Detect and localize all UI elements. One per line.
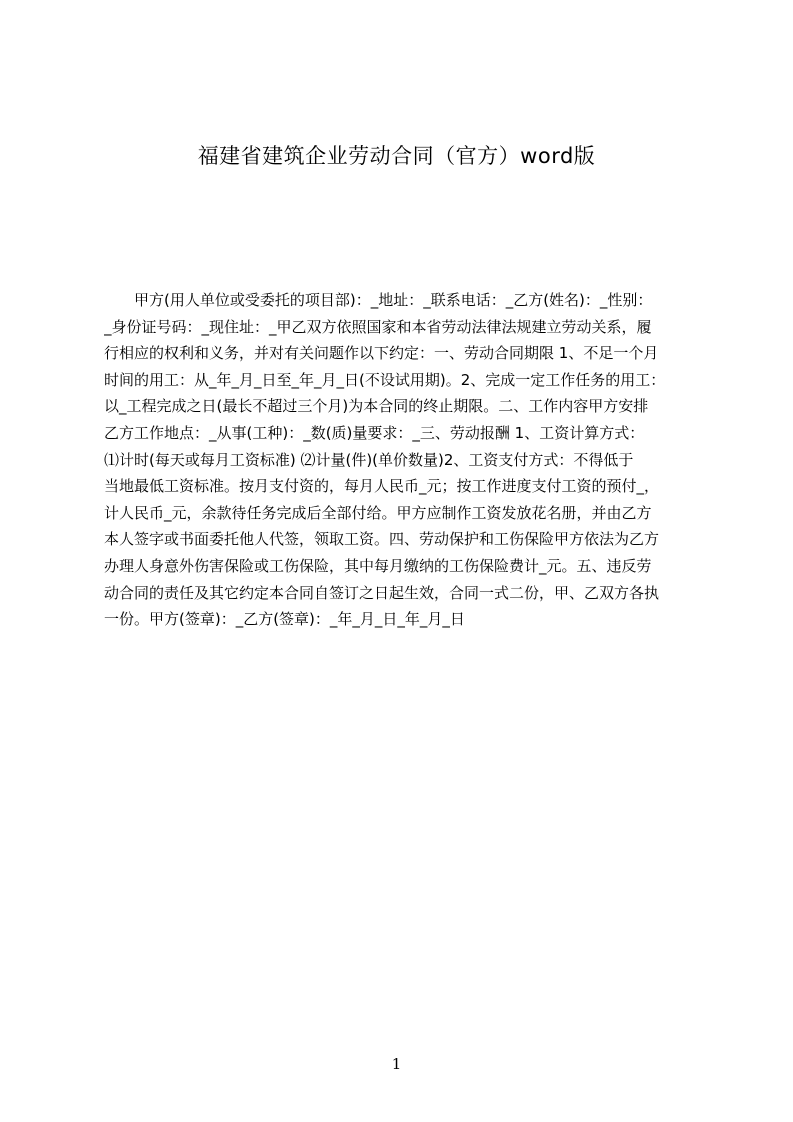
body-line: 行相应的权利和义务，并对有关问题作以下约定：一、劳动合同期限 1、不足一个月 (104, 344, 659, 363)
body-line: 动合同的责任及其它约定本合同自签订之日起生效，合同一式二份，甲、乙双方各执 (104, 583, 660, 602)
body-line: 甲方(用人单位或受委托的项目部)：_地址：_联系电话：_乙方(姓名)：_性别： (104, 291, 653, 309)
body-line: 办理人身意外伤害保险或工伤保险，其中每月缴纳的工伤保险费计_元。五、违反劳 (104, 556, 652, 575)
body-line: 计人民币_元，余款待任务完成后全部付给。甲方应制作工资发放花名册，并由乙方 (104, 503, 652, 522)
body-line: 乙方工作地点：_从事(工种)：_数(质)量要求：_三、劳动报酬 1、工资计算方式： (104, 423, 645, 442)
contract-body (104, 287, 700, 667)
body-line: _身份证号码：_现住址：_甲乙双方依照国家和本省劳动法律法规建立劳动关系，履 (104, 317, 652, 336)
body-line: 本人签字或书面委托他人代签，领取工资。四、劳动保护和工伤保险甲方依法为乙方 (104, 530, 660, 549)
document-title: 福建省建筑企业劳动合同（官方）word版 (197, 144, 596, 168)
body-line: 当地最低工资标准。按月支付资的，每月人民币_元；按工作进度支付工资的预付_， (104, 477, 660, 496)
body-line: 时间的用工：从_年_月_日至_年_月_日(不设试用期)。2、完成一定工作任务的用工： (104, 370, 666, 389)
page-number: 1 (391, 1055, 402, 1073)
body-line: 一份。甲方(签章)：_乙方(签章)：_年_月_日_年_月_日 (104, 610, 465, 629)
body-line: 以_工程完成之日(最长不超过三个月)为本合同的终止期限。二、工作内容甲方安排 (104, 397, 649, 416)
body-line: ⑴计时(每天或每月工资标准) ⑵计量(件)(单价数量)2、工资支付方式：不得低于 (104, 450, 634, 469)
